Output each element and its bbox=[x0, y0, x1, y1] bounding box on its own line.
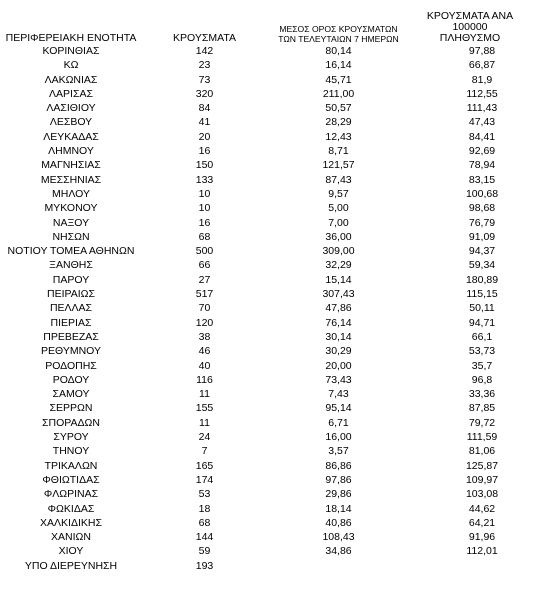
cell-cases: 174 bbox=[195, 473, 214, 486]
cell-avg-7-days: 211,00 bbox=[322, 87, 355, 100]
table-row bbox=[0, 201, 530, 215]
cell-avg-7-days: 6,71 bbox=[328, 416, 349, 429]
table-row bbox=[0, 502, 530, 516]
table-row bbox=[0, 173, 530, 187]
cell-region: ΝΑΞΟΥ bbox=[52, 216, 90, 229]
cell-cases: 20 bbox=[198, 130, 211, 143]
cell-cases: 66 bbox=[198, 259, 211, 272]
cell-avg-7-days: 309,00 bbox=[322, 245, 355, 258]
header-cases: ΚΡΟΥΣΜΑΤΑ bbox=[173, 32, 236, 44]
header-avg-line-1: ΜΕΣΟΣ ΟΡΟΣ ΚΡΟΥΣΜΑΤΩΝ bbox=[279, 24, 398, 34]
cell-cases-per-100k: 92,69 bbox=[468, 145, 496, 158]
cell-avg-7-days: 7,43 bbox=[328, 388, 349, 401]
cell-region: ΝΟΤΙΟΥ ΤΟΜΕΑ ΑΘΗΝΩΝ bbox=[7, 245, 135, 258]
cell-cases-per-100k: 35,7 bbox=[471, 359, 493, 372]
table-row bbox=[0, 301, 530, 315]
cell-cases-per-100k: 84,41 bbox=[468, 130, 496, 143]
header-avg-7-days bbox=[267, 10, 410, 44]
cell-region: ΣΥΡΟΥ bbox=[53, 431, 89, 444]
cell-region: ΝΗΣΩΝ bbox=[52, 230, 90, 243]
cell-cases: 165 bbox=[195, 459, 214, 472]
cell-region: ΧΑΝΙΩΝ bbox=[51, 531, 91, 544]
table-row bbox=[0, 115, 530, 129]
cell-avg-7-days: 86,86 bbox=[325, 459, 352, 472]
cell-cases-per-100k: 180,89 bbox=[465, 273, 499, 286]
cell-region: ΡΕΘΥΜΝΟΥ bbox=[40, 345, 101, 358]
cell-cases-per-100k bbox=[410, 559, 530, 573]
cell-avg-7-days: 3,57 bbox=[328, 445, 349, 458]
cell-region: ΠΕΛΛΑΣ bbox=[49, 302, 93, 315]
table-row bbox=[0, 73, 530, 87]
cell-region: ΜΥΚΟΝΟΥ bbox=[44, 202, 98, 215]
cell-region: ΤΡΙΚΑΛΩΝ bbox=[44, 459, 98, 472]
cell-avg-7-days: 45,71 bbox=[325, 73, 352, 86]
cell-avg-7-days: 307,43 bbox=[322, 288, 355, 301]
header-region: ΠΕΡΙΦΕΡΕΙΑΚΗ ΕΝΟΤΗΤΑ bbox=[5, 32, 137, 44]
cell-cases: 11 bbox=[199, 388, 210, 401]
table-row bbox=[0, 273, 530, 287]
table-row bbox=[0, 158, 530, 172]
table-row bbox=[0, 401, 530, 415]
cell-region: ΠΡΕΒΕΖΑΣ bbox=[43, 330, 99, 343]
cell-avg-7-days: 9,57 bbox=[328, 187, 349, 200]
cell-cases-per-100k: 81,9 bbox=[471, 73, 493, 86]
cell-cases-per-100k: 100,68 bbox=[465, 187, 499, 200]
cell-region: ΧΙΟΥ bbox=[58, 545, 84, 558]
cell-cases: 142 bbox=[195, 45, 214, 57]
cell-region: ΣΑΜΟΥ bbox=[52, 388, 90, 401]
cell-cases: 53 bbox=[198, 488, 211, 501]
table-row bbox=[0, 330, 530, 344]
cell-cases-per-100k: 91,96 bbox=[468, 531, 496, 544]
table-row bbox=[0, 459, 530, 473]
cell-region: ΦΩΚΙΔΑΣ bbox=[47, 502, 95, 515]
header-per-line-1: ΚΡΟΥΣΜΑΤΑ ΑΝΑ 100000 bbox=[426, 10, 514, 33]
cell-region: ΚΟΡΙΝΘΙΑΣ bbox=[42, 45, 100, 57]
cell-cases-per-100k: 111,43 bbox=[466, 102, 498, 115]
header-row bbox=[0, 10, 530, 44]
cell-avg-7-days: 40,86 bbox=[325, 516, 352, 529]
cell-avg-7-days: 30,29 bbox=[325, 345, 352, 358]
table-row bbox=[0, 487, 530, 501]
cell-cases: 16 bbox=[198, 216, 211, 229]
cell-region: ΛΕΥΚΑΔΑΣ bbox=[43, 130, 99, 143]
cell-cases: 150 bbox=[195, 159, 214, 172]
cell-cases: 59 bbox=[198, 545, 211, 558]
cell-cases-per-100k: 87,85 bbox=[468, 402, 496, 415]
table-row bbox=[0, 444, 530, 458]
cell-cases: 73 bbox=[198, 73, 211, 86]
cell-avg-7-days: 12,43 bbox=[325, 130, 352, 143]
table-row bbox=[0, 430, 530, 444]
cell-cases-per-100k: 33,36 bbox=[468, 388, 496, 401]
cell-cases: 16 bbox=[198, 145, 211, 158]
cell-cases: 84 bbox=[198, 102, 211, 115]
cell-cases: 116 bbox=[196, 373, 213, 386]
cell-cases-per-100k: 94,37 bbox=[468, 245, 496, 258]
cell-region: ΣΠΟΡΑΔΩΝ bbox=[42, 416, 100, 429]
table-row bbox=[0, 516, 530, 530]
cell-avg-7-days: 95,14 bbox=[325, 402, 352, 415]
cell-cases-per-100k: 109,97 bbox=[465, 473, 499, 486]
cell-cases: 68 bbox=[198, 516, 211, 529]
table-row bbox=[0, 187, 530, 201]
cell-region: ΜΑΓΝΗΣΙΑΣ bbox=[41, 159, 101, 172]
header-per-line-2: ΠΛΗΘΥΣΜΟ bbox=[439, 32, 501, 44]
cell-avg-7-days: 50,57 bbox=[325, 102, 352, 115]
cell-region: ΧΑΛΚΙΔΙΚΗΣ bbox=[40, 516, 102, 529]
cell-cases-per-100k: 47,43 bbox=[468, 116, 496, 129]
cell-region: ΤΗΝΟΥ bbox=[52, 445, 90, 458]
table-row bbox=[0, 359, 530, 373]
table-row bbox=[0, 387, 530, 401]
cell-region: ΠΕΙΡΑΙΩΣ bbox=[47, 288, 95, 301]
cell-cases-per-100k: 96,8 bbox=[471, 373, 493, 386]
cell-cases-per-100k: 103,08 bbox=[465, 488, 499, 501]
cell-region: ΡΟΔΟΠΗΣ bbox=[45, 359, 97, 372]
cell-cases-per-100k: 115,15 bbox=[466, 288, 498, 301]
cell-cases-per-100k: 94,71 bbox=[468, 316, 496, 329]
cell-cases-per-100k: 44,62 bbox=[468, 502, 496, 515]
cell-region: ΚΩ bbox=[63, 59, 79, 72]
cell-avg-7-days: 108,43 bbox=[322, 531, 355, 544]
cell-cases: 155 bbox=[195, 402, 214, 415]
cell-cases-per-100k: 66,87 bbox=[468, 59, 496, 72]
table-row bbox=[0, 230, 530, 244]
cell-cases-per-100k: 97,88 bbox=[468, 45, 496, 57]
cell-region: ΛΑΣΙΘΙΟΥ bbox=[46, 102, 96, 115]
cell-cases-per-100k: 79,72 bbox=[468, 416, 496, 429]
header-avg-line-2: ΤΩΝ ΤΕΛΕΥΤΑΙΩΝ 7 ΗΜΕΡΩΝ bbox=[278, 34, 399, 44]
table-row bbox=[0, 416, 530, 430]
cell-cases: 18 bbox=[198, 502, 211, 515]
cell-avg-7-days bbox=[267, 559, 410, 573]
cell-cases: 27 bbox=[198, 273, 211, 286]
cell-avg-7-days: 30,14 bbox=[325, 330, 352, 343]
header-cases-per-100k bbox=[410, 10, 530, 44]
cell-cases-per-100k: 125,87 bbox=[465, 459, 499, 472]
cell-region: ΛΕΣΒΟΥ bbox=[49, 116, 93, 129]
cell-cases-per-100k: 50,11 bbox=[469, 302, 495, 315]
cell-region: ΜΕΣΣΗΝΙΑΣ bbox=[40, 173, 102, 186]
table-row bbox=[0, 344, 530, 358]
cell-cases: 41 bbox=[198, 116, 211, 129]
cell-cases-per-100k: 98,68 bbox=[468, 202, 496, 215]
cell-avg-7-days: 15,14 bbox=[325, 273, 352, 286]
table-row bbox=[0, 473, 530, 487]
cell-region: ΛΗΜΝΟΥ bbox=[48, 145, 94, 158]
cell-avg-7-days: 73,43 bbox=[325, 373, 352, 386]
table-body bbox=[0, 44, 530, 573]
cell-region: ΦΘΙΩΤΙΔΑΣ bbox=[42, 473, 100, 486]
cell-region: ΠΑΡΟΥ bbox=[52, 273, 90, 286]
cell-cases: 500 bbox=[195, 245, 214, 258]
cell-region: ΛΑΡΙΣΑΣ bbox=[49, 87, 93, 100]
cell-avg-7-days: 80,14 bbox=[325, 45, 352, 57]
cell-cases-per-100k: 83,15 bbox=[468, 173, 496, 186]
table-row bbox=[0, 530, 530, 544]
table-row bbox=[0, 373, 530, 387]
cell-avg-7-days: 97,86 bbox=[325, 473, 352, 486]
cell-region: ΠΙΕΡΙΑΣ bbox=[50, 316, 92, 329]
cell-cases-per-100k: 111,59 bbox=[466, 431, 498, 444]
cell-avg-7-days: 36,00 bbox=[325, 230, 352, 243]
cell-avg-7-days: 18,14 bbox=[325, 502, 352, 515]
cell-avg-7-days: 16,14 bbox=[325, 59, 352, 72]
cell-avg-7-days: 7,00 bbox=[328, 216, 349, 229]
cell-cases: 7 bbox=[201, 445, 208, 458]
table-row bbox=[0, 258, 530, 272]
cases-table bbox=[0, 10, 530, 573]
cell-avg-7-days: 47,86 bbox=[325, 302, 352, 315]
cell-region: ΣΕΡΡΩΝ bbox=[49, 402, 93, 415]
cell-cases: 38 bbox=[198, 330, 211, 343]
cell-cases: 40 bbox=[198, 359, 211, 372]
cell-region: ΡΟΔΟΥ bbox=[52, 373, 90, 386]
cell-cases: 120 bbox=[195, 316, 214, 329]
cell-cases-per-100k: 76,79 bbox=[468, 216, 496, 229]
table-row bbox=[0, 316, 530, 330]
cell-cases-per-100k: 91,09 bbox=[468, 230, 496, 243]
cell-cases: 23 bbox=[198, 59, 211, 72]
cell-avg-7-days: 29,86 bbox=[325, 488, 352, 501]
cell-cases-per-100k: 112,55 bbox=[466, 87, 498, 100]
cases-document bbox=[0, 10, 546, 573]
cell-cases: 70 bbox=[198, 302, 211, 315]
cell-region: ΦΛΩΡΙΝΑΣ bbox=[43, 488, 99, 501]
cell-cases-per-100k: 53,73 bbox=[468, 345, 496, 358]
table-row bbox=[0, 287, 530, 301]
cell-region: ΛΑΚΩΝΙΑΣ bbox=[44, 73, 98, 86]
cell-cases: 46 bbox=[198, 345, 211, 358]
cell-region: ΥΠΟ ΔΙΕΡΕΥΝΗΣΗ bbox=[24, 559, 118, 572]
cell-cases: 68 bbox=[198, 230, 211, 243]
cell-cases: 10 bbox=[198, 187, 211, 200]
cell-cases: 133 bbox=[195, 173, 214, 186]
cell-avg-7-days: 8,71 bbox=[328, 145, 349, 158]
cell-cases-per-100k: 59,34 bbox=[468, 259, 496, 272]
cell-cases: 11 bbox=[199, 416, 210, 429]
cell-cases-per-100k: 112,01 bbox=[466, 545, 498, 558]
cell-avg-7-days: 28,29 bbox=[325, 116, 352, 129]
cell-avg-7-days: 16,00 bbox=[325, 431, 352, 444]
table-row bbox=[0, 130, 530, 144]
cell-avg-7-days: 121,57 bbox=[322, 159, 355, 172]
cell-region: ΞΑΝΘΗΣ bbox=[49, 259, 93, 272]
cell-cases: 517 bbox=[195, 288, 214, 301]
cell-avg-7-days: 34,86 bbox=[325, 545, 352, 558]
cell-cases: 320 bbox=[195, 87, 214, 100]
table-row bbox=[0, 44, 530, 58]
cell-cases: 10 bbox=[198, 202, 211, 215]
cell-cases: 24 bbox=[198, 431, 211, 444]
cell-avg-7-days: 5,00 bbox=[328, 202, 349, 215]
cell-cases-per-100k: 81,06 bbox=[468, 445, 496, 458]
table-row bbox=[0, 559, 530, 573]
cell-region: ΜΗΛΟΥ bbox=[52, 187, 90, 200]
cell-cases-per-100k: 64,21 bbox=[468, 516, 496, 529]
cell-avg-7-days: 20,00 bbox=[325, 359, 352, 372]
table-row bbox=[0, 101, 530, 115]
table-row bbox=[0, 144, 530, 158]
table-row bbox=[0, 244, 530, 258]
table-row bbox=[0, 87, 530, 101]
table-header bbox=[0, 10, 530, 44]
cell-cases-per-100k: 66,1 bbox=[471, 330, 493, 343]
cell-cases: 144 bbox=[195, 531, 214, 544]
table-row bbox=[0, 544, 530, 558]
cell-avg-7-days: 87,43 bbox=[325, 173, 352, 186]
table-row bbox=[0, 58, 530, 72]
cell-cases: 193 bbox=[195, 559, 214, 572]
table-row bbox=[0, 216, 530, 230]
cell-cases-per-100k: 78,94 bbox=[468, 159, 496, 172]
cell-avg-7-days: 76,14 bbox=[325, 316, 352, 329]
cell-avg-7-days: 32,29 bbox=[325, 259, 352, 272]
